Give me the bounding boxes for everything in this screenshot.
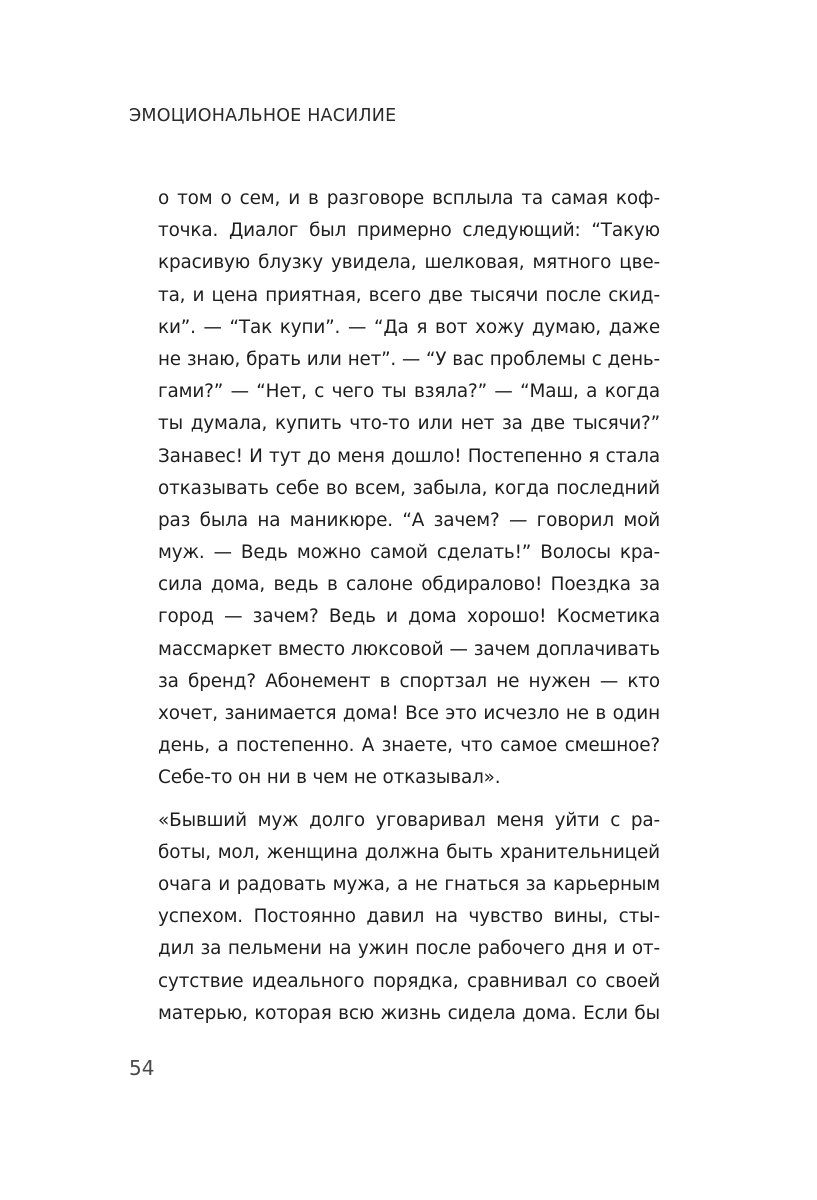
text-line: ты думала, купить что-то или нет за две тысячи?” — [158, 413, 660, 435]
text-line: отказывать себе во всем, забыла, когда последний — [158, 477, 660, 499]
text-line: сила дома, ведь в салоне обдиралово! Поездка за — [158, 574, 660, 596]
text-line: Занавес! И тут до меня дошло! Постепенно я стала — [158, 445, 660, 467]
text-line: о том о сем, и в разговоре всплыла та самая коф- — [158, 188, 660, 209]
text-line: не знаю, брать или нет”. — “У вас проблемы с день- — [158, 348, 660, 370]
text-line: массмаркет вместо люксовой — зачем доплачивать — [158, 638, 660, 660]
text-line: сутствие идеального порядка, сравнивал со своей — [158, 970, 660, 992]
text-line: красивую блузку увидела, шелковая, мятного цве- — [158, 252, 660, 274]
page-number: 54 — [129, 1056, 155, 1080]
text-line: точка. Диалог был примерно следующий: “Такую — [158, 220, 660, 242]
running-head: ЭМОЦИОНАЛЬНОЕ НАСИЛИЕ — [129, 106, 397, 126]
paragraph — [158, 183, 660, 795]
text-line: день, а постепенно. А знаете, что самое смешное? — [158, 735, 660, 757]
text-line: за бренд? Абонемент в спортзал не нужен — кто — [158, 670, 660, 692]
text-line: успехом. Постоянно давил на чувство вины, сты- — [158, 906, 660, 928]
text-line: та, и цена приятная, всего две тысячи после скид- — [158, 284, 660, 306]
body-text — [158, 183, 660, 1030]
text-line: гами?” — “Нет, с чего ты взяла?” — “Маш, а когда — [158, 381, 660, 403]
text-line: раз была на маникюре. “А зачем? — говорил мой — [158, 509, 660, 531]
text-line: «Бывший муж долго уговаривал меня уйти с ра- — [158, 809, 660, 831]
text-line: матерью, которая всю жизнь сидела дома. Если бы — [158, 1002, 660, 1024]
text-line: муж. — Ведь можно самой сделать!” Волосы кра- — [158, 542, 660, 564]
text-line: город — зачем? Ведь и дома хорошо! Косметика — [158, 606, 660, 628]
text-line: очага и радовать мужа, а не гнаться за карьерным — [158, 873, 660, 895]
text-line: ки”. — “Так купи”. — “Да я вот хожу думаю, даже — [158, 316, 660, 338]
text-line: Себе-то он ни в чем не отказывал». — [158, 767, 501, 789]
text-line: дил за пельмени на ужин после рабочего дня и от- — [158, 938, 660, 960]
paragraph — [158, 805, 660, 1030]
text-line: хочет, занимается дома! Все это исчезло не в один — [158, 703, 660, 724]
text-line: боты, мол, женщина должна быть хранительницей — [158, 841, 660, 863]
